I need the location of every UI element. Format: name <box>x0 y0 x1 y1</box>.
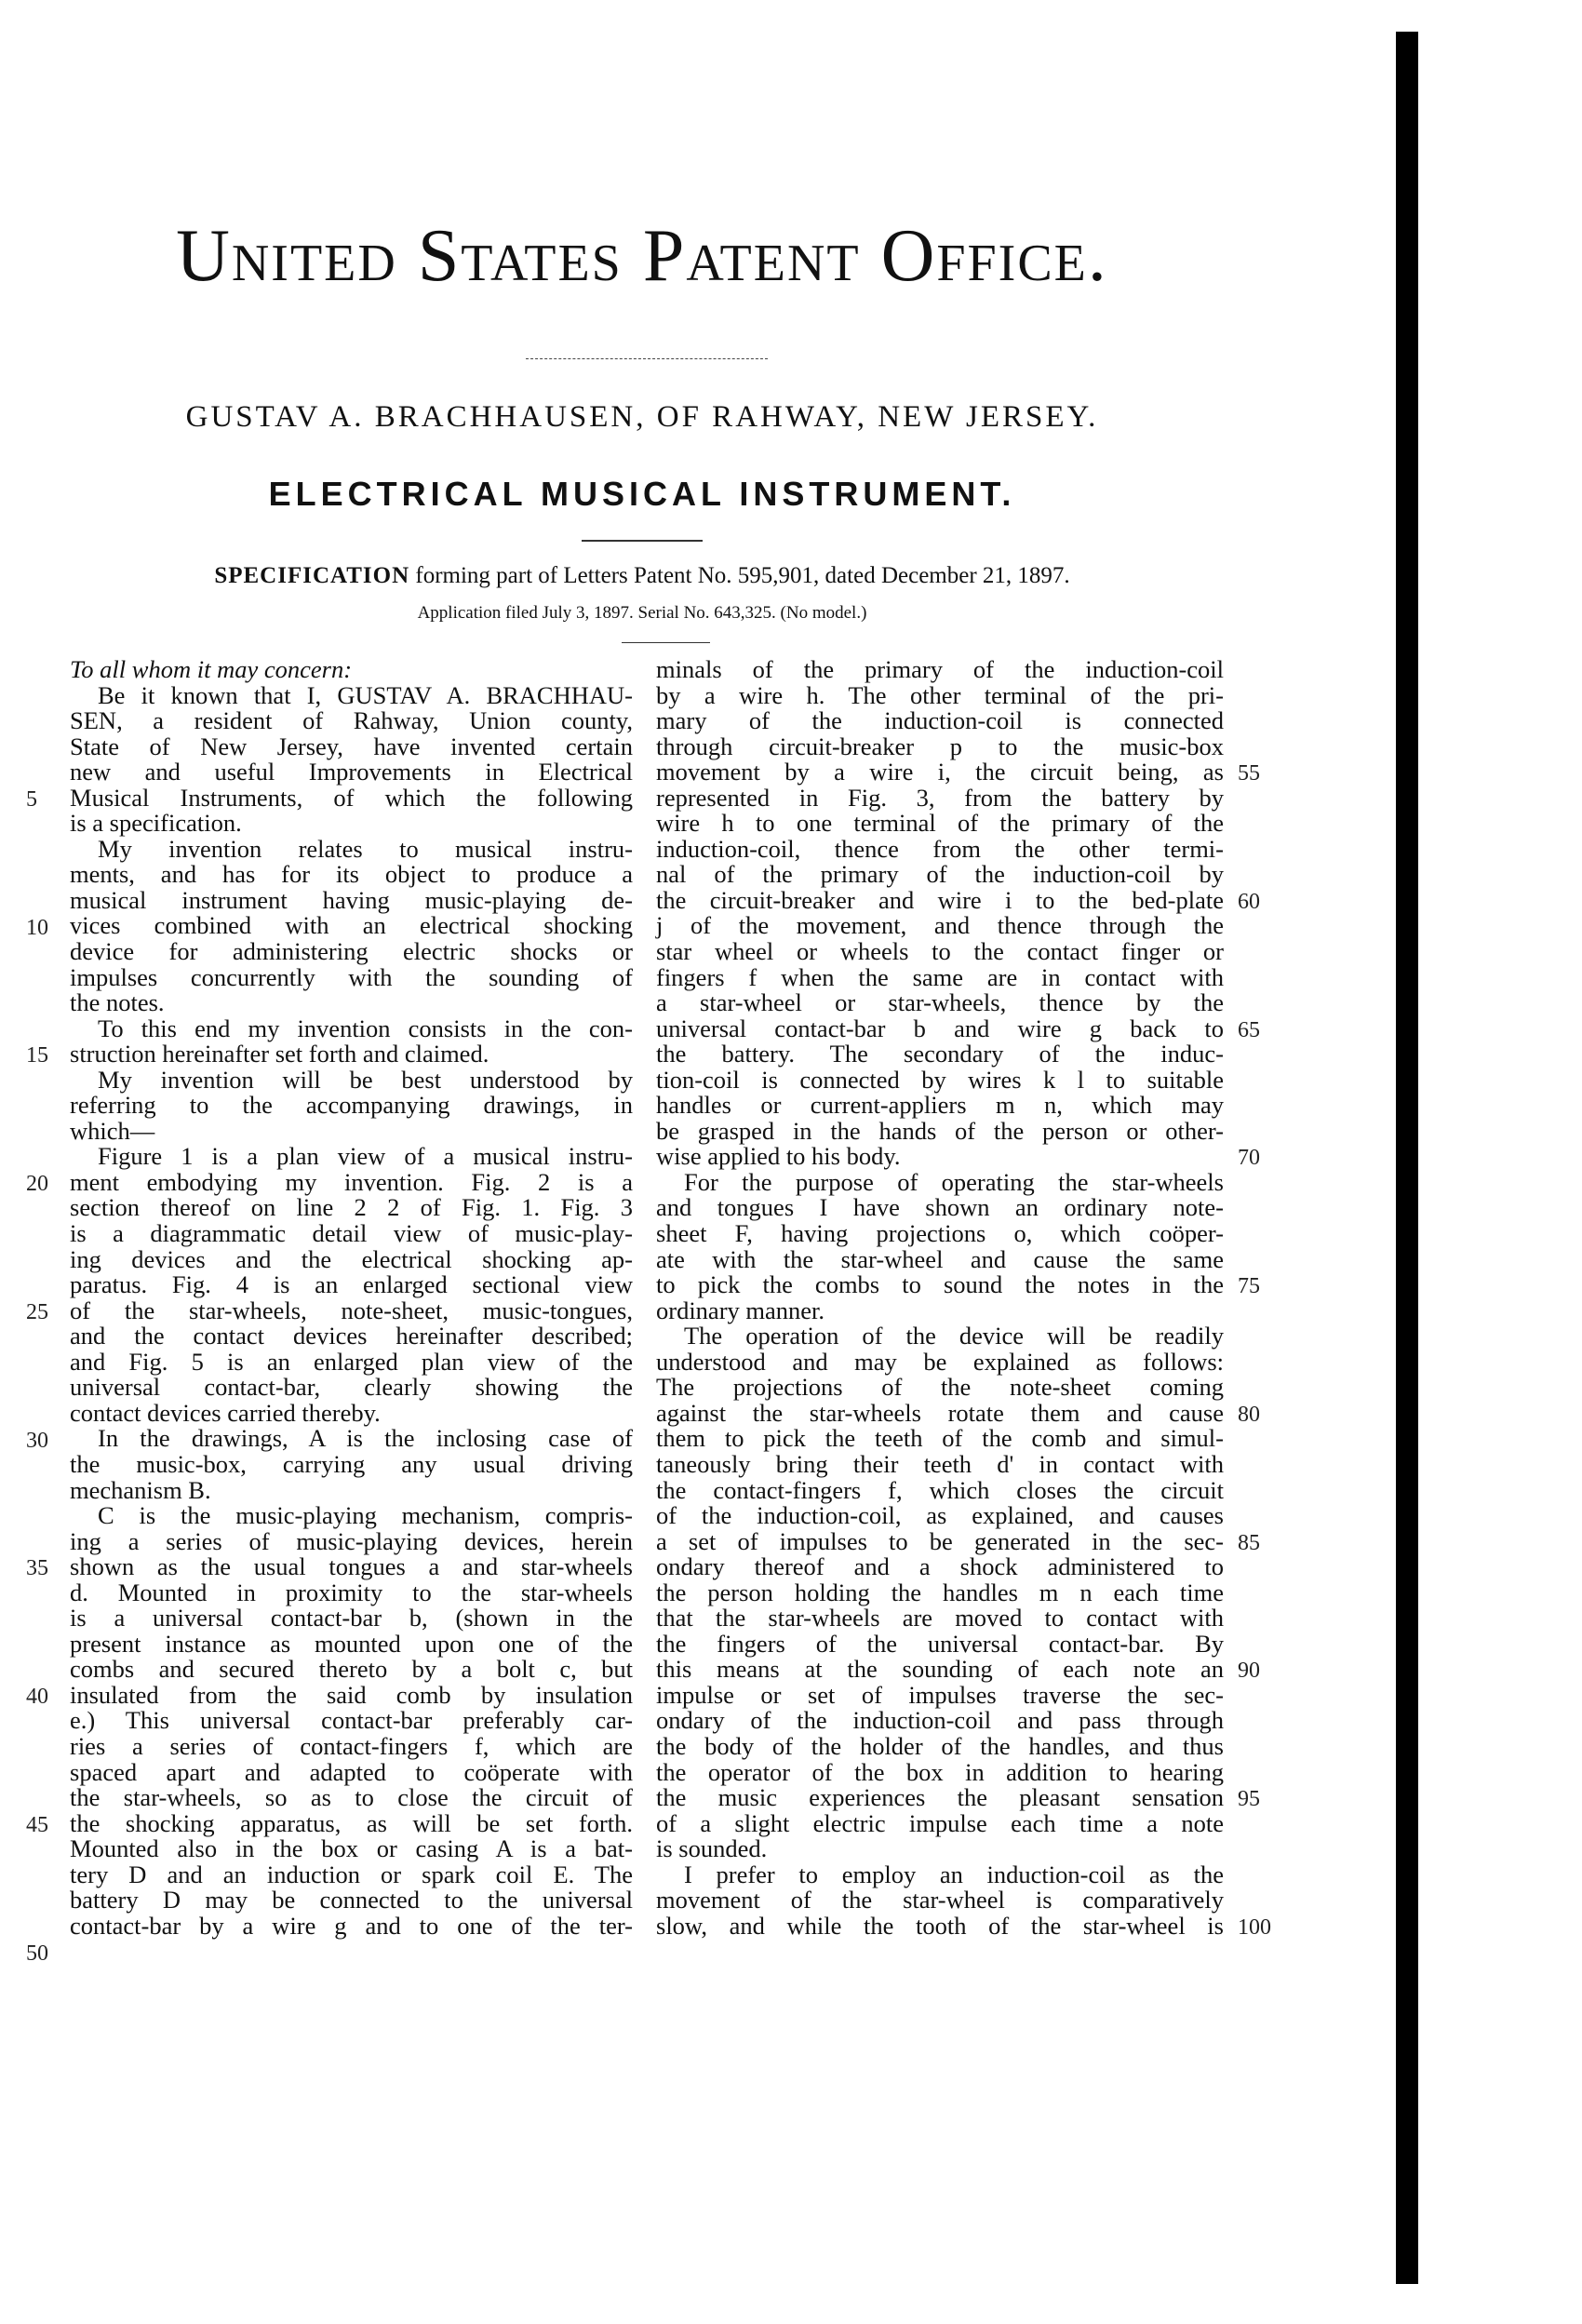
text-line: to pick the combs to sound the notes in the <box>656 1270 1224 1299</box>
text-line: device for administering electric shocks or <box>70 937 633 966</box>
text-line: ondary of the induction-coil and pass through <box>656 1706 1224 1735</box>
text-line: and Fig. 5 is an enlarged plan view of the <box>70 1347 633 1376</box>
text-line: d. Mounted in proximity to the star-wheels <box>70 1578 633 1606</box>
text-line: the notes. <box>70 988 165 1017</box>
text-line: handles or current-appliers m n, which may <box>656 1091 1224 1120</box>
line-number: 10 <box>26 915 48 940</box>
text-line: ries a series of contact-fingers f, which are <box>70 1731 633 1760</box>
text-line: star wheel or wheels to the contact finger or <box>656 937 1224 966</box>
text-line: the person holding the handles m n each time <box>656 1578 1224 1606</box>
text-line: nal of the primary of the induction-coil by <box>656 860 1224 889</box>
text-line: ment embodying my invention. Fig. 2 is a <box>70 1167 633 1196</box>
text-line: Figure 1 is a plan view of a musical instru- <box>98 1142 633 1171</box>
text-line: slow, and while the tooth of the star-wheel is <box>656 1911 1224 1940</box>
text-line: minals of the primary of the induction-coil <box>656 655 1224 683</box>
line-number: 65 <box>1238 1017 1260 1042</box>
text-line: is a specification. <box>70 809 242 838</box>
text-line: movement of the star-wheel is comparatively <box>656 1886 1224 1914</box>
text-line: impulses concurrently with the sounding of <box>70 962 633 991</box>
text-line: wire h to one terminal of the primary of the <box>656 809 1224 838</box>
line-number: 75 <box>1238 1274 1260 1299</box>
line-number: 30 <box>26 1428 48 1453</box>
text-line: Musical Instruments, of which the following <box>70 783 633 812</box>
line-number: 70 <box>1238 1146 1260 1171</box>
text-line: and tongues I have shown an ordinary note- <box>656 1193 1224 1222</box>
text-line: The projections of the note-sheet coming <box>656 1373 1224 1402</box>
text-line: Mounted also in the box or casing A is a bat- <box>70 1834 633 1863</box>
text-line: them to pick the teeth of the comb and simul- <box>656 1424 1224 1453</box>
text-line: referring to the accompanying drawings, in <box>70 1091 633 1120</box>
text-line: and the contact devices hereinafter described; <box>70 1322 633 1350</box>
text-line: be grasped in the hands of the person or other- <box>656 1116 1224 1145</box>
text-line: of the star-wheels, note-sheet, music-tongues, <box>70 1296 633 1324</box>
text-line: that the star-wheels are moved to contact with <box>656 1604 1224 1632</box>
text-line: struction hereinafter set forth and claimed. <box>70 1040 489 1068</box>
text-line: by a wire h. The other terminal of the pri- <box>656 680 1224 709</box>
text-line: the circuit-breaker and wire i to the bed-plate <box>656 885 1224 914</box>
text-line: My invention relates to musical instru- <box>98 834 633 863</box>
line-number: 55 <box>1238 761 1260 786</box>
text-line: mechanism B. <box>70 1475 211 1504</box>
invention-title: ELECTRICAL MUSICAL INSTRUMENT. <box>268 475 1016 513</box>
text-line: For the purpose of operating the star-wheels <box>684 1167 1224 1196</box>
line-number: 80 <box>1238 1402 1260 1427</box>
application-line: Application filed July 3, 1897. Serial No. 643,325. (No model.) <box>417 603 867 623</box>
text-line: taneously bring their teeth d' in contact with <box>656 1449 1224 1478</box>
text-line: vices combined with an electrical shocking <box>70 911 633 940</box>
line-number: 95 <box>1238 1787 1260 1812</box>
text-line: the contact-fingers f, which closes the circuit <box>656 1475 1224 1504</box>
office-title: United States Patent Office. <box>176 215 1108 297</box>
text-line: through circuit-breaker p to the music-box <box>656 732 1224 760</box>
text-line: ing devices and the electrical shocking ap- <box>70 1244 633 1273</box>
text-line: paratus. Fig. 4 is an enlarged sectional view <box>70 1270 633 1299</box>
text-line: represented in Fig. 3, from the battery by <box>656 783 1224 812</box>
text-line: contact-bar by a wire g and to one of the ter- <box>70 1911 633 1940</box>
inventor-line: GUSTAV A. BRACHHAUSEN, OF RAHWAY, NEW JERSEY. <box>185 400 1099 434</box>
text-line: sheet F, having projections o, which coöper- <box>656 1219 1224 1248</box>
text-line: My invention will be best understood by <box>98 1065 633 1094</box>
line-number: 35 <box>26 1556 48 1581</box>
text-line: induction-coil, thence from the other termi- <box>656 834 1224 863</box>
text-line: is a universal contact-bar b, (shown in the <box>70 1604 633 1632</box>
text-line: impulse or set of impulses traverse the sec- <box>656 1680 1224 1709</box>
divider-rule <box>622 642 710 643</box>
specification-line <box>121 563 1163 589</box>
text-line: insulated from the said comb by insulation <box>70 1680 633 1709</box>
line-number: 45 <box>26 1812 48 1837</box>
text-line: To all whom it may concern: <box>70 655 353 683</box>
line-number: 40 <box>26 1685 48 1709</box>
text-line: against the star-wheels rotate them and cause <box>656 1398 1224 1427</box>
text-line: Be it known that I, GUSTAV A. BRACHHAU- <box>98 680 633 709</box>
text-line: is sounded. <box>656 1834 768 1863</box>
text-line: a set of impulses to be generated in the sec- <box>656 1526 1224 1555</box>
line-number: 60 <box>1238 889 1260 914</box>
line-number: 50 <box>26 1941 48 1966</box>
text-line: of a slight electric impulse each time a note <box>656 1808 1224 1837</box>
text-line: new and useful Improvements in Electrical <box>70 758 633 786</box>
text-line: C is the music-playing mechanism, compris- <box>98 1501 633 1530</box>
text-line: The operation of the device will be readily <box>684 1322 1224 1350</box>
text-line: present instance as mounted upon one of the <box>70 1629 633 1658</box>
text-line: section thereof on line 2 2 of Fig. 1. Fig. 3 <box>70 1193 633 1222</box>
text-line: the fingers of the universal contact-bar. By <box>656 1629 1224 1658</box>
specification-label: SPECIFICATION <box>214 563 410 588</box>
left-text-column <box>70 657 633 1939</box>
line-number: 90 <box>1238 1659 1260 1684</box>
text-line: a star-wheel or star-wheels, thence by the <box>656 988 1224 1017</box>
text-line: universal contact-bar b and wire g back to <box>656 1014 1224 1042</box>
line-number: 100 <box>1238 1914 1271 1940</box>
line-number: 20 <box>26 1172 48 1196</box>
text-line: SEN, a resident of Rahway, Union county, <box>70 706 633 735</box>
text-line: State of New Jersey, have invented certain <box>70 732 633 760</box>
text-line: tery D and an induction or spark coil E. The <box>70 1860 633 1888</box>
text-line: shown as the usual tongues a and star-wheels <box>70 1552 633 1581</box>
text-line: the operator of the box in addition to hearing <box>656 1757 1224 1786</box>
text-line: the battery. The secondary of the induc- <box>656 1040 1224 1068</box>
text-line: of the induction-coil, as explained, and causes <box>656 1501 1224 1530</box>
text-line: ondary thereof and a shock administered to <box>656 1552 1224 1581</box>
text-line: the music experiences the pleasant sensation <box>656 1783 1224 1812</box>
text-line: the shocking apparatus, as will be set forth. <box>70 1808 633 1837</box>
text-line: j of the movement, and thence through the <box>656 911 1224 940</box>
text-line: ing a series of music-playing devices, herein <box>70 1526 633 1555</box>
text-line: movement by a wire i, the circuit being, as <box>656 758 1224 786</box>
text-line: contact devices carried thereby. <box>70 1398 381 1427</box>
text-line: is a diagrammatic detail view of music-play- <box>70 1219 633 1248</box>
text-line: ordinary manner. <box>656 1296 825 1324</box>
text-line: universal contact-bar, clearly showing the <box>70 1373 633 1402</box>
text-line: fingers f when the same are in contact with <box>656 962 1224 991</box>
line-number: 85 <box>1238 1530 1260 1555</box>
text-line: To this end my invention consists in the con- <box>98 1014 633 1042</box>
scan-edge-bar <box>1396 32 1418 2284</box>
text-line: ments, and has for its object to produce a <box>70 860 633 889</box>
text-line: the body of the holder of the handles, and thus <box>656 1731 1224 1760</box>
text-line: spaced apart and adapted to coöperate with <box>70 1757 633 1786</box>
text-line: this means at the sounding of each note an <box>656 1655 1224 1684</box>
specification-text: forming part of Letters Patent No. 595,901, dated December 21, 1897. <box>415 563 1070 588</box>
divider-rule <box>582 540 703 542</box>
text-line: wise applied to his body. <box>656 1142 901 1171</box>
divider-rule <box>526 358 768 359</box>
line-number: 5 <box>26 786 37 812</box>
text-line: combs and secured thereto by a bolt c, but <box>70 1655 633 1684</box>
right-text-column <box>656 657 1224 1939</box>
text-line: the music-box, carrying any usual driving <box>70 1449 633 1478</box>
text-line: battery D may be connected to the universal <box>70 1886 633 1914</box>
text-line: tion-coil is connected by wires k l to suitable <box>656 1065 1224 1094</box>
text-line: the star-wheels, so as to close the circuit of <box>70 1783 633 1812</box>
line-number: 15 <box>26 1043 48 1068</box>
text-line: understood and may be explained as follows: <box>656 1347 1224 1376</box>
text-line: In the drawings, A is the inclosing case of <box>98 1424 633 1453</box>
text-line: which— <box>70 1116 155 1145</box>
text-line: ate with the star-wheel and cause the same <box>656 1244 1224 1273</box>
text-line: e.) This universal contact-bar preferably car- <box>70 1706 633 1735</box>
text-line: I prefer to employ an induction-coil as the <box>684 1860 1224 1888</box>
line-number: 25 <box>26 1299 48 1324</box>
text-line: mary of the induction-coil is connected <box>656 706 1224 735</box>
text-line: musical instrument having music-playing de- <box>70 885 633 914</box>
